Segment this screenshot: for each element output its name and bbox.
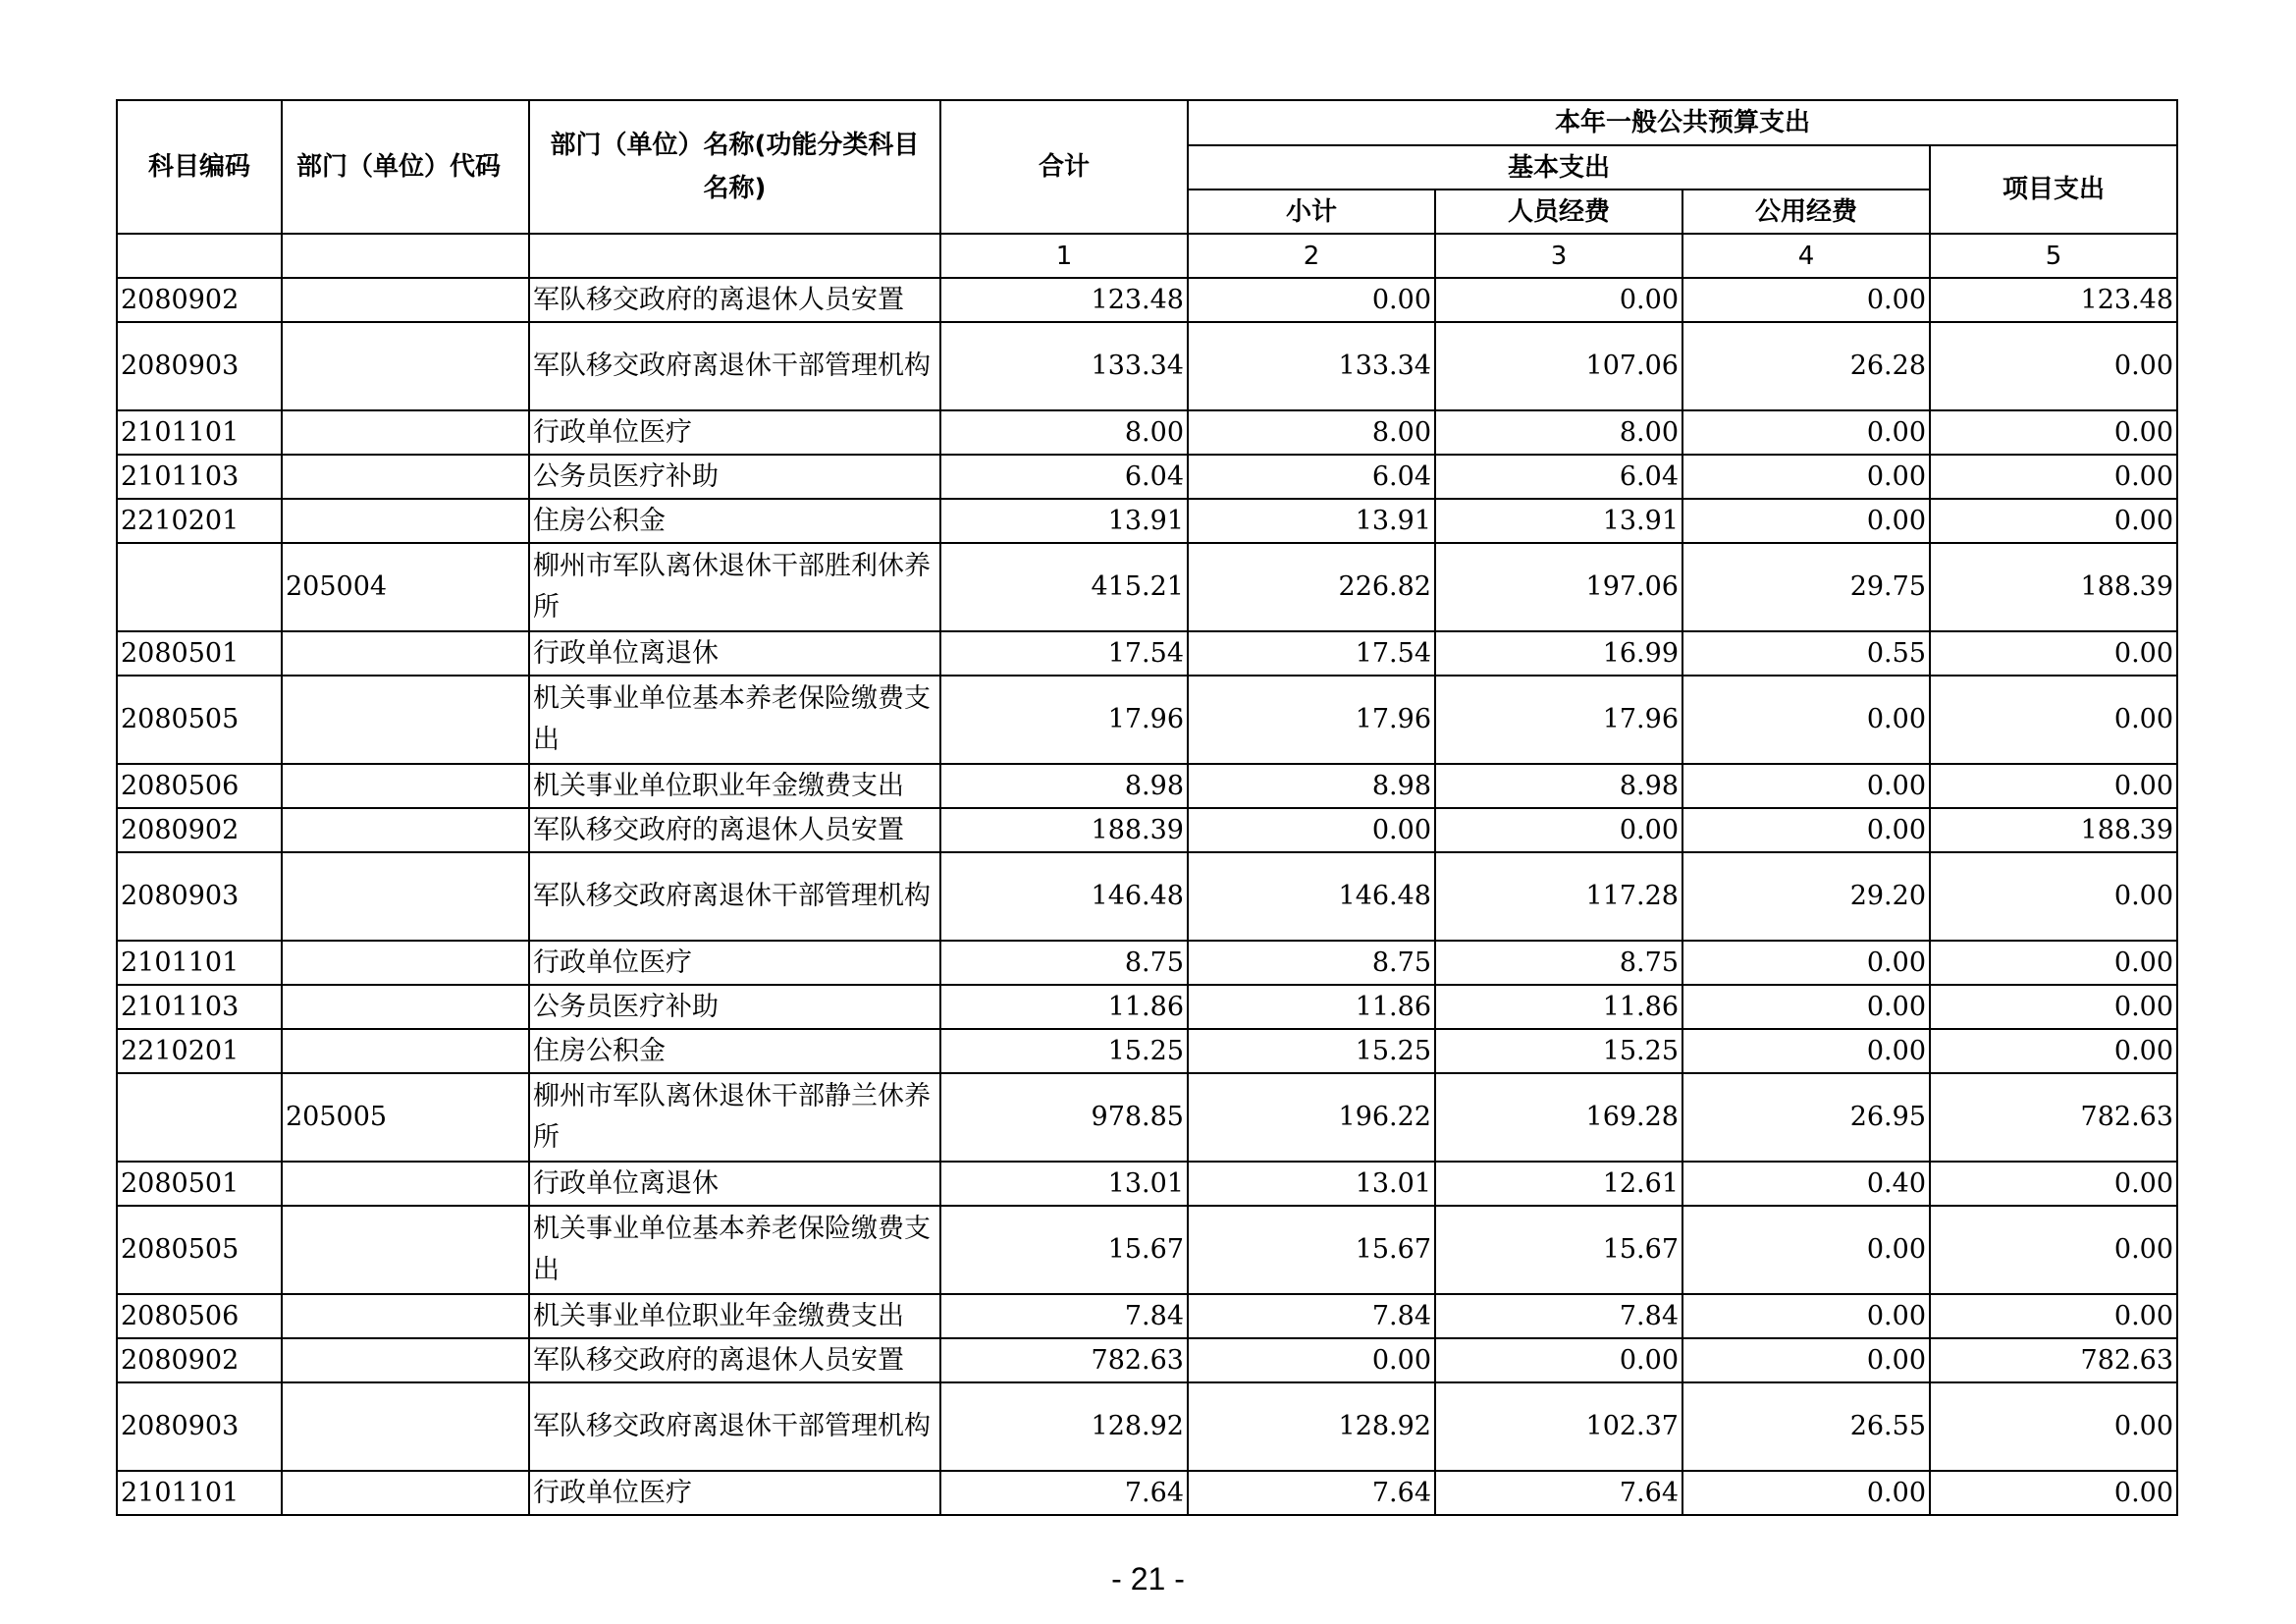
public-use-cost-cell: 29.75 [1682,543,1930,631]
total-cell: 415.21 [940,543,1188,631]
dept-name-cell: 军队移交政府离退休干部管理机构 [529,322,940,410]
public-use-cost-cell: 0.00 [1682,499,1930,543]
personnel-cost-cell: 8.98 [1435,764,1682,808]
subject-code-cell: 2080902 [117,278,282,322]
header-col-number: 4 [1682,234,1930,278]
header-col-number: 1 [940,234,1188,278]
subject-code-cell: 2080903 [117,322,282,410]
project-expenditure-cell: 123.48 [1930,278,2177,322]
dept-code-cell [282,808,529,852]
subtotal-cell: 128.92 [1188,1382,1435,1471]
table-row [117,1338,2177,1382]
dept-name-cell: 军队移交政府离退休干部管理机构 [529,852,940,941]
public-use-cost-cell: 0.00 [1682,410,1930,455]
header-blank-code [117,234,282,278]
personnel-cost-cell: 8.75 [1435,941,1682,985]
dept-code-cell [282,1382,529,1471]
subject-code-cell [117,1073,282,1162]
dept-name-cell: 军队移交政府的离退休人员安置 [529,808,940,852]
dept-name-cell: 住房公积金 [529,499,940,543]
dept-code-cell [282,852,529,941]
table-row [117,631,2177,676]
subtotal-cell: 15.67 [1188,1206,1435,1294]
subject-code-cell: 2080506 [117,1294,282,1338]
subtotal-cell: 13.91 [1188,499,1435,543]
budget-expenditure-table [116,99,2178,1516]
public-use-cost-cell: 0.00 [1682,1206,1930,1294]
subject-code-cell: 2080506 [117,764,282,808]
dept-name-cell: 军队移交政府离退休干部管理机构 [529,1382,940,1471]
project-expenditure-cell: 0.00 [1930,941,2177,985]
public-use-cost-cell: 0.00 [1682,985,1930,1029]
dept-name-cell: 柳州市军队离休退休干部胜利休养所 [529,543,940,631]
subtotal-cell: 7.84 [1188,1294,1435,1338]
table-body [117,278,2177,1515]
dept-code-cell [282,764,529,808]
total-cell: 17.54 [940,631,1188,676]
dept-code-cell [282,985,529,1029]
personnel-cost-cell: 15.25 [1435,1029,1682,1073]
public-use-cost-cell: 0.00 [1682,278,1930,322]
total-cell: 6.04 [940,455,1188,499]
dept-name-cell: 机关事业单位职业年金缴费支出 [529,764,940,808]
subtotal-cell: 15.25 [1188,1029,1435,1073]
total-cell: 782.63 [940,1338,1188,1382]
total-cell: 978.85 [940,1073,1188,1162]
dept-code-cell [282,499,529,543]
personnel-cost-cell: 6.04 [1435,455,1682,499]
table-row [117,543,2177,631]
dept-code-cell [282,941,529,985]
total-cell: 17.96 [940,676,1188,764]
project-expenditure-cell: 782.63 [1930,1073,2177,1162]
table-header [117,100,2177,278]
project-expenditure-cell: 0.00 [1930,499,2177,543]
dept-name-cell: 军队移交政府的离退休人员安置 [529,278,940,322]
dept-code-cell [282,1206,529,1294]
header-blank-name [529,234,940,278]
public-use-cost-cell: 0.00 [1682,1294,1930,1338]
subtotal-cell: 0.00 [1188,278,1435,322]
personnel-cost-cell: 169.28 [1435,1073,1682,1162]
personnel-cost-cell: 0.00 [1435,278,1682,322]
subject-code-cell: 2080902 [117,808,282,852]
dept-name-cell: 机关事业单位基本养老保险缴费支出 [529,1206,940,1294]
header-col-number: 2 [1188,234,1435,278]
table-row [117,410,2177,455]
public-use-cost-cell: 0.00 [1682,1338,1930,1382]
table-row [117,1294,2177,1338]
project-expenditure-cell: 782.63 [1930,1338,2177,1382]
dept-name-cell: 行政单位离退休 [529,1162,940,1206]
personnel-cost-cell: 197.06 [1435,543,1682,631]
table-row [117,1382,2177,1471]
subject-code-cell: 2101101 [117,941,282,985]
project-expenditure-cell: 0.00 [1930,1294,2177,1338]
total-cell: 15.25 [940,1029,1188,1073]
total-cell: 146.48 [940,852,1188,941]
header-personnel-cost: 人员经费 [1435,189,1682,234]
dept-code-cell [282,455,529,499]
project-expenditure-cell: 0.00 [1930,1471,2177,1515]
header-col-number: 5 [1930,234,2177,278]
header-blank-dept [282,234,529,278]
subject-code-cell: 2101101 [117,410,282,455]
subject-code-cell [117,543,282,631]
public-use-cost-cell: 0.40 [1682,1162,1930,1206]
dept-name-cell: 军队移交政府的离退休人员安置 [529,1338,940,1382]
page-number: - 21 - [1111,1561,1185,1597]
header-dept-code: 部门（单位）代码 [282,100,529,234]
personnel-cost-cell: 107.06 [1435,322,1682,410]
total-cell: 128.92 [940,1382,1188,1471]
subject-code-cell: 2101101 [117,1471,282,1515]
table-row [117,852,2177,941]
subtotal-cell: 0.00 [1188,1338,1435,1382]
dept-name-cell: 机关事业单位职业年金缴费支出 [529,1294,940,1338]
subtotal-cell: 133.34 [1188,322,1435,410]
table-row [117,985,2177,1029]
subject-code-cell: 2101103 [117,455,282,499]
project-expenditure-cell: 0.00 [1930,410,2177,455]
dept-name-cell: 柳州市军队离休退休干部静兰休养所 [529,1073,940,1162]
table-row [117,1029,2177,1073]
table-row [117,499,2177,543]
personnel-cost-cell: 7.84 [1435,1294,1682,1338]
subject-code-cell: 2080902 [117,1338,282,1382]
subject-code-cell: 2210201 [117,1029,282,1073]
project-expenditure-cell: 188.39 [1930,543,2177,631]
dept-code-cell [282,1029,529,1073]
personnel-cost-cell: 102.37 [1435,1382,1682,1471]
personnel-cost-cell: 8.00 [1435,410,1682,455]
table-row [117,1162,2177,1206]
personnel-cost-cell: 0.00 [1435,808,1682,852]
subtotal-cell: 8.98 [1188,764,1435,808]
header-subject-code: 科目编码 [117,100,282,234]
personnel-cost-cell: 12.61 [1435,1162,1682,1206]
public-use-cost-cell: 0.00 [1682,808,1930,852]
header-dept-name-line2: 名称) [703,174,767,203]
subtotal-cell: 146.48 [1188,852,1435,941]
subtotal-cell: 0.00 [1188,808,1435,852]
table-row [117,1206,2177,1294]
subtotal-cell: 6.04 [1188,455,1435,499]
project-expenditure-cell: 0.00 [1930,1382,2177,1471]
dept-code-cell [282,1471,529,1515]
header-subtotal: 小计 [1188,189,1435,234]
header-dept-name [529,100,940,234]
personnel-cost-cell: 15.67 [1435,1206,1682,1294]
project-expenditure-cell: 0.00 [1930,676,2177,764]
dept-code-cell [282,278,529,322]
table-row [117,676,2177,764]
total-cell: 13.91 [940,499,1188,543]
subtotal-cell: 226.82 [1188,543,1435,631]
project-expenditure-cell: 0.00 [1930,764,2177,808]
total-cell: 188.39 [940,808,1188,852]
personnel-cost-cell: 117.28 [1435,852,1682,941]
personnel-cost-cell: 7.64 [1435,1471,1682,1515]
dept-name-cell: 行政单位医疗 [529,941,940,985]
public-use-cost-cell: 0.00 [1682,676,1930,764]
personnel-cost-cell: 17.96 [1435,676,1682,764]
personnel-cost-cell: 13.91 [1435,499,1682,543]
public-use-cost-cell: 0.00 [1682,941,1930,985]
dept-code-cell [282,631,529,676]
dept-code-cell [282,1162,529,1206]
subject-code-cell: 2080501 [117,1162,282,1206]
table-row [117,941,2177,985]
personnel-cost-cell: 0.00 [1435,1338,1682,1382]
public-use-cost-cell: 0.00 [1682,764,1930,808]
subtotal-cell: 196.22 [1188,1073,1435,1162]
dept-code-cell [282,1338,529,1382]
total-cell: 133.34 [940,322,1188,410]
project-expenditure-cell: 0.00 [1930,631,2177,676]
subtotal-cell: 8.75 [1188,941,1435,985]
dept-name-cell: 公务员医疗补助 [529,455,940,499]
subject-code-cell: 2080505 [117,1206,282,1294]
dept-code-cell [282,410,529,455]
table-row [117,764,2177,808]
total-cell: 8.00 [940,410,1188,455]
total-cell: 8.98 [940,764,1188,808]
dept-name-cell: 行政单位医疗 [529,1471,940,1515]
total-cell: 11.86 [940,985,1188,1029]
public-use-cost-cell: 26.55 [1682,1382,1930,1471]
project-expenditure-cell: 0.00 [1930,1029,2177,1073]
subtotal-cell: 8.00 [1188,410,1435,455]
table-row [117,808,2177,852]
project-expenditure-cell: 0.00 [1930,1162,2177,1206]
project-expenditure-cell: 0.00 [1930,322,2177,410]
subject-code-cell: 2080903 [117,1382,282,1471]
table-row [117,1073,2177,1162]
total-cell: 123.48 [940,278,1188,322]
project-expenditure-cell: 0.00 [1930,852,2177,941]
public-use-cost-cell: 26.95 [1682,1073,1930,1162]
total-cell: 8.75 [940,941,1188,985]
dept-name-cell: 机关事业单位基本养老保险缴费支出 [529,676,940,764]
header-dept-name-line1: 部门（单位）名称(功能分类科目 [550,131,920,160]
personnel-cost-cell: 16.99 [1435,631,1682,676]
dept-code-cell: 205005 [282,1073,529,1162]
subtotal-cell: 17.96 [1188,676,1435,764]
header-col-number: 3 [1435,234,1682,278]
header-public-use-cost: 公用经费 [1682,189,1930,234]
header-project-expenditure: 项目支出 [1930,145,2177,234]
total-cell: 13.01 [940,1162,1188,1206]
subtotal-cell: 13.01 [1188,1162,1435,1206]
project-expenditure-cell: 0.00 [1930,455,2177,499]
subtotal-cell: 7.64 [1188,1471,1435,1515]
header-basic-expenditure: 基本支出 [1188,145,1930,189]
dept-code-cell [282,322,529,410]
subject-code-cell: 2080903 [117,852,282,941]
total-cell: 15.67 [940,1206,1188,1294]
public-use-cost-cell: 0.00 [1682,1471,1930,1515]
dept-name-cell: 行政单位离退休 [529,631,940,676]
subtotal-cell: 11.86 [1188,985,1435,1029]
total-cell: 7.84 [940,1294,1188,1338]
public-use-cost-cell: 0.00 [1682,455,1930,499]
project-expenditure-cell: 0.00 [1930,985,2177,1029]
dept-name-cell: 行政单位医疗 [529,410,940,455]
subject-code-cell: 2210201 [117,499,282,543]
dept-name-cell: 公务员医疗补助 [529,985,940,1029]
public-use-cost-cell: 26.28 [1682,322,1930,410]
subject-code-cell: 2101103 [117,985,282,1029]
dept-code-cell [282,676,529,764]
public-use-cost-cell: 0.55 [1682,631,1930,676]
total-cell: 7.64 [940,1471,1188,1515]
project-expenditure-cell: 188.39 [1930,808,2177,852]
dept-code-cell: 205004 [282,543,529,631]
table-row [117,1471,2177,1515]
public-use-cost-cell: 29.20 [1682,852,1930,941]
subtotal-cell: 17.54 [1188,631,1435,676]
table-row [117,455,2177,499]
subject-code-cell: 2080505 [117,676,282,764]
header-general-budget-expenditure: 本年一般公共预算支出 [1188,100,2177,145]
dept-code-cell [282,1294,529,1338]
table-row [117,278,2177,322]
project-expenditure-cell: 0.00 [1930,1206,2177,1294]
personnel-cost-cell: 11.86 [1435,985,1682,1029]
header-total: 合计 [940,100,1188,234]
dept-name-cell: 住房公积金 [529,1029,940,1073]
subject-code-cell: 2080501 [117,631,282,676]
public-use-cost-cell: 0.00 [1682,1029,1930,1073]
table-row [117,322,2177,410]
